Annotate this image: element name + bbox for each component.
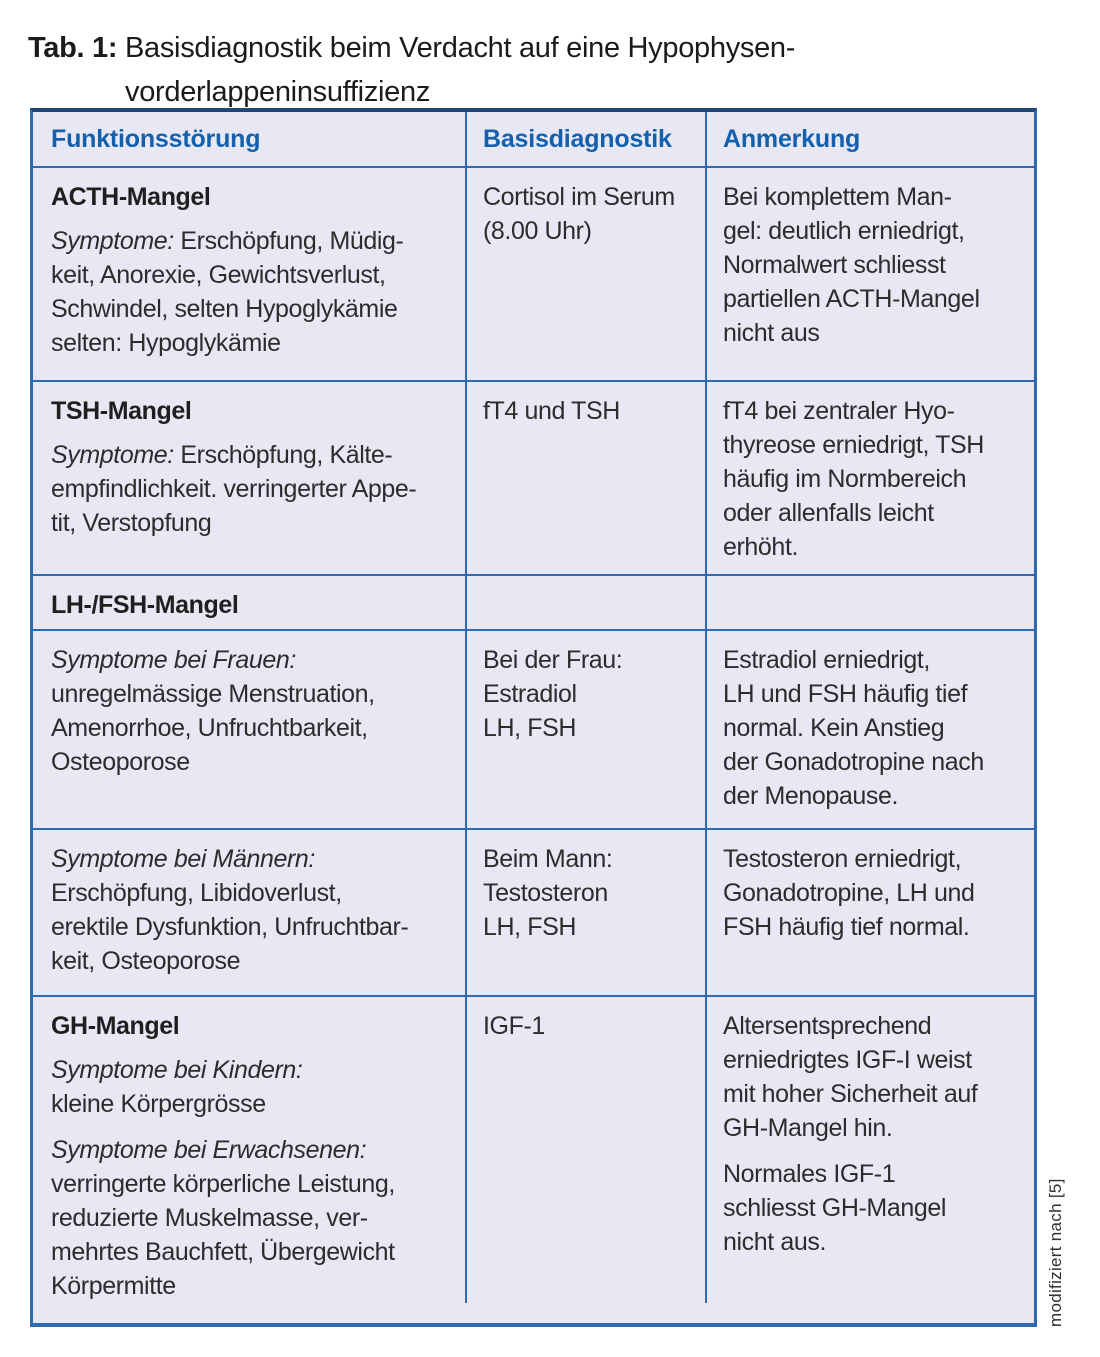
text-line: Erschöpfung, Libidoverlust, bbox=[51, 879, 342, 907]
text-line: Estradiol erniedrigt, bbox=[723, 646, 930, 674]
row-title-lhfsh: LH-/FSH-Mangel bbox=[51, 591, 239, 619]
cell-tsh-basisdiagnostik bbox=[465, 382, 705, 576]
text-line: nicht aus. bbox=[723, 1228, 827, 1256]
cell-gh-anmerkung bbox=[705, 997, 1034, 1303]
text-line: Altersentsprechend bbox=[723, 1012, 932, 1040]
text-line: keit, Osteoporose bbox=[51, 947, 241, 975]
text-line: kleine Körpergrösse bbox=[51, 1090, 266, 1118]
cell-lhfsh-funktionsstoerung bbox=[33, 576, 465, 631]
cell-frauen-funktionsstoerung bbox=[33, 631, 465, 830]
symptom-lead: Symptome bei Männern: bbox=[51, 845, 315, 873]
text-line: empfindlichkeit. verringerter Appe- bbox=[51, 475, 417, 503]
cell-maenner-basisdiagnostik bbox=[465, 830, 705, 997]
text-line: nicht aus bbox=[723, 319, 820, 347]
cell-tsh-anmerkung bbox=[705, 382, 1034, 576]
symptom-lead: Symptome bei Kindern: bbox=[51, 1056, 303, 1084]
text-line: erniedrigtes IGF-I weist bbox=[723, 1046, 972, 1074]
cell-lhfsh-anmerkung bbox=[705, 576, 1034, 631]
text-line: (8.00 Uhr) bbox=[483, 217, 592, 245]
text-line: thyreose erniedrigt, TSH bbox=[723, 431, 984, 459]
text-line: Estradiol bbox=[483, 680, 577, 708]
line-text: Erschöpfung, Müdig- bbox=[173, 227, 404, 255]
line-text: Erschöpfung, Kälte- bbox=[173, 441, 393, 469]
text-line: mehrtes Bauchfett, Übergewicht bbox=[51, 1238, 395, 1266]
text-line bbox=[51, 438, 457, 472]
caption-text: Basisdiagnostik beim Verdacht auf eine Hypophysen- bbox=[124, 32, 796, 64]
text-line: LH, FSH bbox=[483, 714, 577, 742]
cell-maenner-funktionsstoerung bbox=[33, 830, 465, 997]
cell-acth-funktionsstoerung bbox=[33, 168, 465, 382]
text-line bbox=[51, 842, 457, 876]
text-line: Amenorrhoe, Unfruchtbarkeit, bbox=[51, 714, 368, 742]
caption-line-2: vorderlappeninsuffizienz bbox=[125, 76, 431, 108]
text-line: Bei komplettem Man- bbox=[723, 183, 952, 211]
text-line: Schwindel, selten Hypoglykämie bbox=[51, 295, 398, 323]
header-basisdiagnostik: Basisdiagnostik bbox=[465, 112, 705, 168]
text-line: erhöht. bbox=[723, 533, 799, 561]
text-line: mit hoher Sicherheit auf bbox=[723, 1080, 978, 1108]
text-line: IGF-1 bbox=[483, 1012, 545, 1040]
cell-acth-anmerkung bbox=[705, 168, 1034, 382]
text-line: fT4 bei zentraler Hyo- bbox=[723, 397, 955, 425]
text-line: Beim Mann: bbox=[483, 845, 613, 873]
symptom-lead: Symptome: bbox=[51, 441, 174, 469]
text-line: gel: deutlich erniedrigt, bbox=[723, 217, 965, 245]
text-line: Testosteron bbox=[483, 879, 608, 907]
caption-label: Tab. 1: bbox=[28, 32, 118, 64]
text-line: normal. Kein Anstieg bbox=[723, 714, 945, 742]
text-line: keit, Anorexie, Gewichtsverlust, bbox=[51, 261, 386, 289]
text-line: Gonadotropine, LH und bbox=[723, 879, 975, 907]
cell-gh-basisdiagnostik bbox=[465, 997, 705, 1303]
text-line: der Menopause. bbox=[723, 782, 899, 810]
row-title-acth: ACTH-Mangel bbox=[51, 183, 211, 211]
text-line bbox=[51, 1133, 457, 1167]
text-line: der Gonadotropine nach bbox=[723, 748, 984, 776]
text-line: reduzierte Muskelmasse, ver- bbox=[51, 1204, 368, 1232]
header-anmerkung: Anmerkung bbox=[705, 112, 1034, 168]
text-line: partiellen ACTH-Mangel bbox=[723, 285, 980, 313]
source-note: modifiziert nach [5] bbox=[1046, 1178, 1065, 1327]
row-title-gh: GH-Mangel bbox=[51, 1012, 180, 1040]
row-title-tsh: TSH-Mangel bbox=[51, 397, 192, 425]
text-line: Körpermitte bbox=[51, 1272, 176, 1300]
text-line bbox=[51, 643, 457, 677]
cell-acth-basisdiagnostik bbox=[465, 168, 705, 382]
symptom-lead: Symptome bei Erwachsenen: bbox=[51, 1136, 367, 1164]
text-line: Bei der Frau: bbox=[483, 646, 623, 674]
cell-tsh-funktionsstoerung bbox=[33, 382, 465, 576]
diagnostics-table bbox=[30, 108, 1037, 1327]
header-funktionsstoerung: Funktionsstörung bbox=[33, 112, 465, 168]
text-line: schliesst GH-Mangel bbox=[723, 1194, 947, 1222]
symptom-lead: Symptome: bbox=[51, 227, 174, 255]
text-line bbox=[51, 224, 457, 258]
cell-frauen-basisdiagnostik bbox=[465, 631, 705, 830]
text-line: Osteoporose bbox=[51, 748, 190, 776]
cell-gh-funktionsstoerung bbox=[33, 997, 465, 1303]
text-line: FSH häufig tief normal. bbox=[723, 913, 970, 941]
text-line: Normales IGF-1 bbox=[723, 1160, 896, 1188]
text-line bbox=[51, 1053, 457, 1087]
cell-lhfsh-basisdiagnostik bbox=[465, 576, 705, 631]
text-line: selten: Hypoglykämie bbox=[51, 329, 281, 357]
text-line: tit, Verstopfung bbox=[51, 509, 212, 537]
text-line: Cortisol im Serum bbox=[483, 183, 675, 211]
text-line: häufig im Normbereich bbox=[723, 465, 967, 493]
text-line: LH und FSH häufig tief bbox=[723, 680, 968, 708]
cell-frauen-anmerkung bbox=[705, 631, 1034, 830]
text-line: verringerte körperliche Leistung, bbox=[51, 1170, 395, 1198]
text-line: oder allenfalls leicht bbox=[723, 499, 934, 527]
text-line: unregelmässige Menstruation, bbox=[51, 680, 375, 708]
text-line: erektile Dysfunktion, Unfruchtbar- bbox=[51, 913, 409, 941]
text-line: Normalwert schliesst bbox=[723, 251, 946, 279]
caption-line-1 bbox=[28, 26, 795, 70]
symptom-lead: Symptome bei Frauen: bbox=[51, 646, 296, 674]
table-bottom-spacer bbox=[33, 1303, 1034, 1323]
text-line: GH-Mangel hin. bbox=[723, 1114, 893, 1142]
text-line: Testosteron erniedrigt, bbox=[723, 845, 962, 873]
table-caption bbox=[28, 26, 795, 114]
cell-maenner-anmerkung bbox=[705, 830, 1034, 997]
text-line: fT4 und TSH bbox=[483, 397, 620, 425]
text-line: LH, FSH bbox=[483, 913, 577, 941]
